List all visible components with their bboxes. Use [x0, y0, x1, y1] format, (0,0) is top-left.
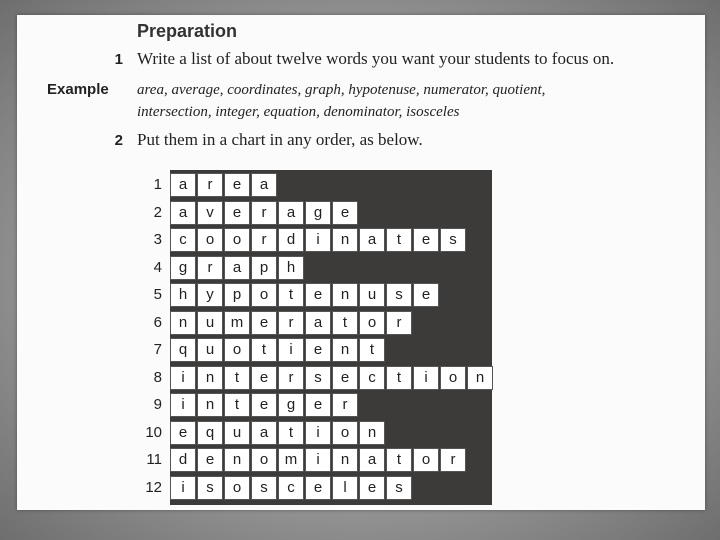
grid-letter-cell: o	[224, 228, 250, 252]
grid-letter-cell: r	[278, 366, 304, 390]
grid-letter-cell: p	[251, 256, 277, 280]
grid-letter-cell: t	[359, 338, 385, 362]
grid-letter-cell: o	[224, 338, 250, 362]
grid-letter-cell: r	[440, 448, 466, 472]
grid-letter-cell: e	[359, 476, 385, 500]
grid-row-number: 7	[153, 341, 162, 358]
grid-letter-cell: e	[413, 228, 439, 252]
grid-letter-cell: r	[386, 311, 412, 335]
grid-letter-cell: r	[197, 256, 223, 280]
grid-letter-cell: q	[170, 338, 196, 362]
grid-letter-cell: a	[251, 173, 277, 197]
grid-row-number: 6	[153, 313, 162, 331]
grid-letter-cell: i	[305, 228, 331, 252]
grid-letter-cell: h	[170, 283, 196, 307]
grid-letter-cell: r	[197, 173, 223, 197]
grid-letter-cell: a	[251, 421, 277, 445]
grid-letter-cell: t	[278, 283, 304, 307]
step-1-text: Write a list of about twelve words you want your students to focus on.	[137, 49, 615, 68]
grid-letter-cell: e	[224, 201, 250, 225]
grid-letter-cell: s	[386, 476, 412, 500]
grid-letter-cell: s	[251, 476, 277, 500]
grid-letter-cell: e	[305, 338, 331, 362]
grid-letter-cell: i	[305, 421, 331, 445]
grid-letter-cell: n	[197, 366, 223, 390]
step-2-number: 2	[114, 132, 123, 149]
grid-row-number: 3	[153, 231, 162, 248]
example-words-line-2: intersection, integer, equation, denominator, isosceles	[137, 104, 460, 120]
grid-letter-cell: e	[251, 311, 277, 335]
grid-letter-cell: i	[278, 338, 304, 362]
grid-letter-cell: a	[359, 448, 385, 472]
step-1-number: 1	[114, 51, 123, 68]
grid-letter-cell: o	[197, 228, 223, 252]
grid-letter-cell: t	[224, 366, 250, 390]
grid-letter-cell: t	[386, 228, 412, 252]
grid-letter-cell: o	[359, 311, 385, 335]
grid-letter-cell: e	[251, 366, 277, 390]
grid-letter-cell: t	[278, 421, 304, 445]
step-2-text: Put them in a chart in any order, as below.	[137, 130, 423, 149]
grid-letter-cell: i	[305, 448, 331, 472]
grid-letter-cell: m	[278, 448, 304, 472]
grid-row-number: 4	[153, 258, 162, 276]
grid-letter-cell: s	[197, 476, 223, 500]
grid-letter-cell: i	[170, 476, 196, 500]
grid-letter-cell: o	[440, 366, 466, 390]
grid-row-number: 12	[145, 478, 162, 496]
grid-letter-cell: s	[305, 366, 331, 390]
grid-letter-cell: i	[170, 366, 196, 390]
grid-letter-cell: a	[224, 256, 250, 280]
grid-letter-cell: a	[170, 173, 196, 197]
grid-letter-cell: h	[278, 256, 304, 280]
grid-letter-cell: e	[305, 393, 331, 417]
grid-letter-cell: y	[197, 283, 223, 307]
grid-letter-cell: n	[467, 366, 493, 390]
grid-letter-cell: i	[170, 393, 196, 417]
grid-letter-cell: a	[359, 228, 385, 252]
grid-row-number: 5	[153, 286, 162, 303]
section-heading: Preparation	[137, 21, 238, 41]
grid-letter-cell: o	[332, 421, 358, 445]
grid-letter-cell: s	[386, 283, 412, 307]
grid-letter-cell: t	[224, 393, 250, 417]
grid-letter-cell: e	[305, 283, 331, 307]
example-label: Example	[47, 81, 109, 98]
example-words-line-1: area, average, coordinates, graph, hypotenuse, numerator, quotient,	[137, 82, 546, 98]
grid-letter-cell: c	[170, 228, 196, 252]
grid-letter-cell: v	[197, 201, 223, 225]
grid-letter-cell: a	[278, 201, 304, 225]
grid-letter-cell: e	[332, 366, 358, 390]
grid-row-number: 8	[153, 368, 162, 386]
grid-letter-cell: r	[332, 393, 358, 417]
grid-letter-cell: o	[413, 448, 439, 472]
grid-letter-cell: n	[332, 448, 358, 472]
grid-letter-cell: e	[170, 421, 196, 445]
grid-letter-cell: o	[251, 448, 277, 472]
grid-row-number: 9	[153, 396, 162, 413]
grid-letter-cell: r	[251, 228, 277, 252]
grid-letter-cell: c	[359, 366, 385, 390]
grid-letter-cell: g	[170, 256, 196, 280]
grid-letter-cell: s	[440, 228, 466, 252]
grid-row-number: 10	[145, 423, 162, 441]
textbook-page	[17, 15, 705, 510]
grid-letter-cell: o	[224, 476, 250, 500]
grid-letter-cell: n	[197, 393, 223, 417]
grid-letter-cell: m	[224, 311, 250, 335]
grid-letter-cell: c	[278, 476, 304, 500]
grid-letter-cell: u	[197, 338, 223, 362]
grid-row-number: 2	[153, 203, 162, 221]
grid-letter-cell: p	[224, 283, 250, 307]
grid-letter-cell: d	[170, 448, 196, 472]
grid-letter-cell: t	[332, 311, 358, 335]
grid-letter-cell: u	[224, 421, 250, 445]
grid-letter-cell: a	[305, 311, 331, 335]
grid-letter-cell: e	[332, 201, 358, 225]
grid-letter-cell: q	[197, 421, 223, 445]
grid-letter-cell: e	[224, 173, 250, 197]
grid-letter-cell: n	[170, 311, 196, 335]
grid-letter-cell: n	[332, 228, 358, 252]
grid-letter-cell: r	[251, 201, 277, 225]
grid-letter-cell: a	[170, 201, 196, 225]
grid-letter-cell: l	[332, 476, 358, 500]
grid-letter-cell: r	[278, 311, 304, 335]
grid-letter-cell: e	[413, 283, 439, 307]
grid-letter-cell: e	[305, 476, 331, 500]
grid-letter-cell: t	[386, 366, 412, 390]
grid-letter-cell: n	[332, 338, 358, 362]
grid-letter-cell: o	[251, 283, 277, 307]
grid-letter-cell: n	[332, 283, 358, 307]
grid-letter-cell: e	[251, 393, 277, 417]
grid-letter-cell: n	[224, 448, 250, 472]
grid-letter-cell: u	[197, 311, 223, 335]
grid-letter-cell: d	[278, 228, 304, 252]
grid-row-number: 11	[146, 451, 162, 468]
grid-letter-cell: u	[359, 283, 385, 307]
grid-letter-cell: g	[305, 201, 331, 225]
grid-letter-cell: t	[386, 448, 412, 472]
grid-letter-cell: g	[278, 393, 304, 417]
grid-letter-cell: t	[251, 338, 277, 362]
grid-row-number: 1	[153, 176, 162, 193]
grid-letter-cell: i	[413, 366, 439, 390]
grid-letter-cell: n	[359, 421, 385, 445]
grid-letter-cell: e	[197, 448, 223, 472]
